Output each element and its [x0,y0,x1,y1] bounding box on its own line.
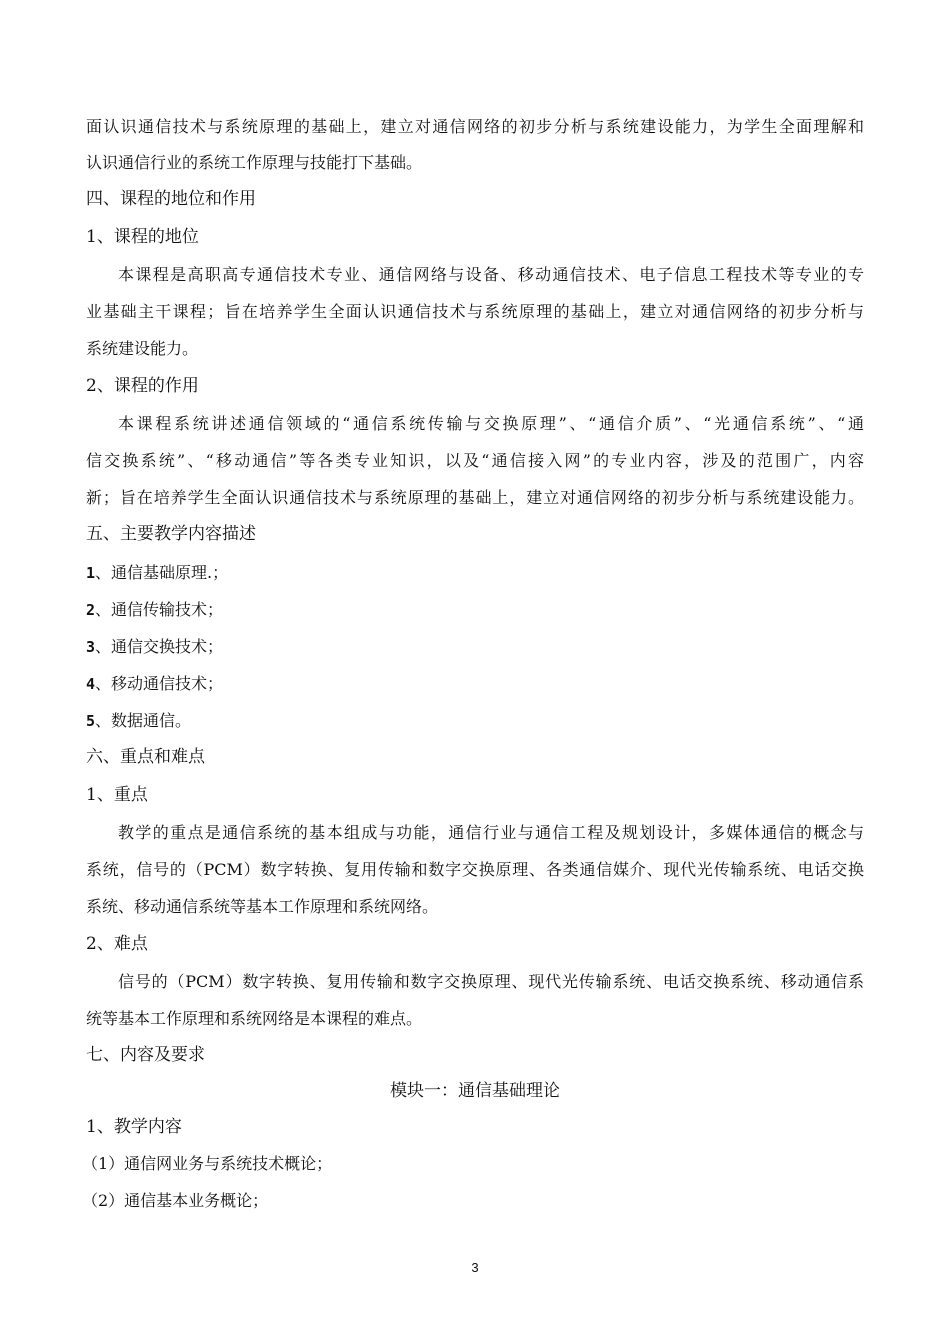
list-text: 、通信交换技术； [95,637,224,656]
list-text: 、通信传输技术； [95,600,224,619]
list-number: 1 [86,564,96,582]
section-heading: 四、课程的地位和作用 [86,189,256,209]
list-number: 2 [86,601,96,619]
list-item [86,599,223,621]
list-item [86,636,223,658]
list-text: 、通信基础原理.； [95,563,229,582]
section-heading: 六、重点和难点 [86,747,205,767]
paragraph-line: 系统，信号的（PCM）数字转换、复用传输和数字交换原理、各类通信媒介、现代光传输系统、电话交换 [86,860,864,879]
module-title: 模块一：通信基础理论 [390,1081,560,1101]
paragraph-line: 新；旨在培养学生全面认识通信技术与系统原理的基础上，建立对通信网络的初步分析与系统建设能力。 [86,488,864,507]
paragraph-line: 本课程是高职高专通信技术专业、通信网络与设备、移动通信技术、电子信息工程技术等专业的专 [118,265,864,284]
list-number: 4 [86,675,96,693]
paragraph-line: 系统、移动通信系统等基本工作原理和系统网络。 [86,897,439,916]
subsection-heading: 1、重点 [86,785,148,805]
content-item: （2）通信基本业务概论； [82,1191,269,1210]
subsection-heading: 1、课程的地位 [86,227,199,247]
list-text: 、移动通信技术； [95,674,224,693]
paragraph-line: 业基础主干课程；旨在培养学生全面认识通信技术与系统原理的基础上，建立对通信网络的初步分析与 [86,302,864,321]
page-number: 3 [471,1260,479,1275]
paragraph-line: 认识通信行业的系统工作原理与技能打下基础。 [86,153,423,172]
list-number: 5 [86,712,96,730]
list-item [86,673,223,695]
paragraph-line: 教学的重点是通信系统的基本组成与功能，通信行业与通信工程及规划设计，多媒体通信的概念与 [118,823,864,842]
list-number: 3 [86,638,96,656]
subsection-heading: 2、课程的作用 [86,376,199,396]
section-heading: 七、内容及要求 [86,1045,205,1065]
content-item: （1）通信网业务与系统技术概论； [82,1154,333,1173]
paragraph-line: 信号的（PCM）数字转换、复用传输和数字交换原理、现代光传输系统、电话交换系统、移动通信系 [118,972,864,991]
list-item [86,562,228,584]
list-text: 、数据通信。 [95,711,192,730]
paragraph-line: 信交换系统”、“移动通信”等各类专业知识，以及“通信接入网”的专业内容，涉及的范围广，内容 [86,451,864,470]
subsection-heading: 2、难点 [86,934,148,954]
paragraph-line: 本课程系统讲述通信领域的“通信系统传输与交换原理”、“通信介质”、“光通信系统”、“通 [118,414,864,433]
subsection-heading: 1、教学内容 [86,1117,182,1137]
paragraph-line: 统等基本工作原理和系统网络是本课程的难点。 [86,1009,423,1028]
paragraph-line: 面认识通信技术与系统原理的基础上，建立对通信网络的初步分析与系统建设能力，为学生全面理解和 [86,117,864,136]
list-item [86,710,191,732]
paragraph-line: 系统建设能力。 [86,339,199,358]
section-heading: 五、主要教学内容描述 [86,524,256,544]
